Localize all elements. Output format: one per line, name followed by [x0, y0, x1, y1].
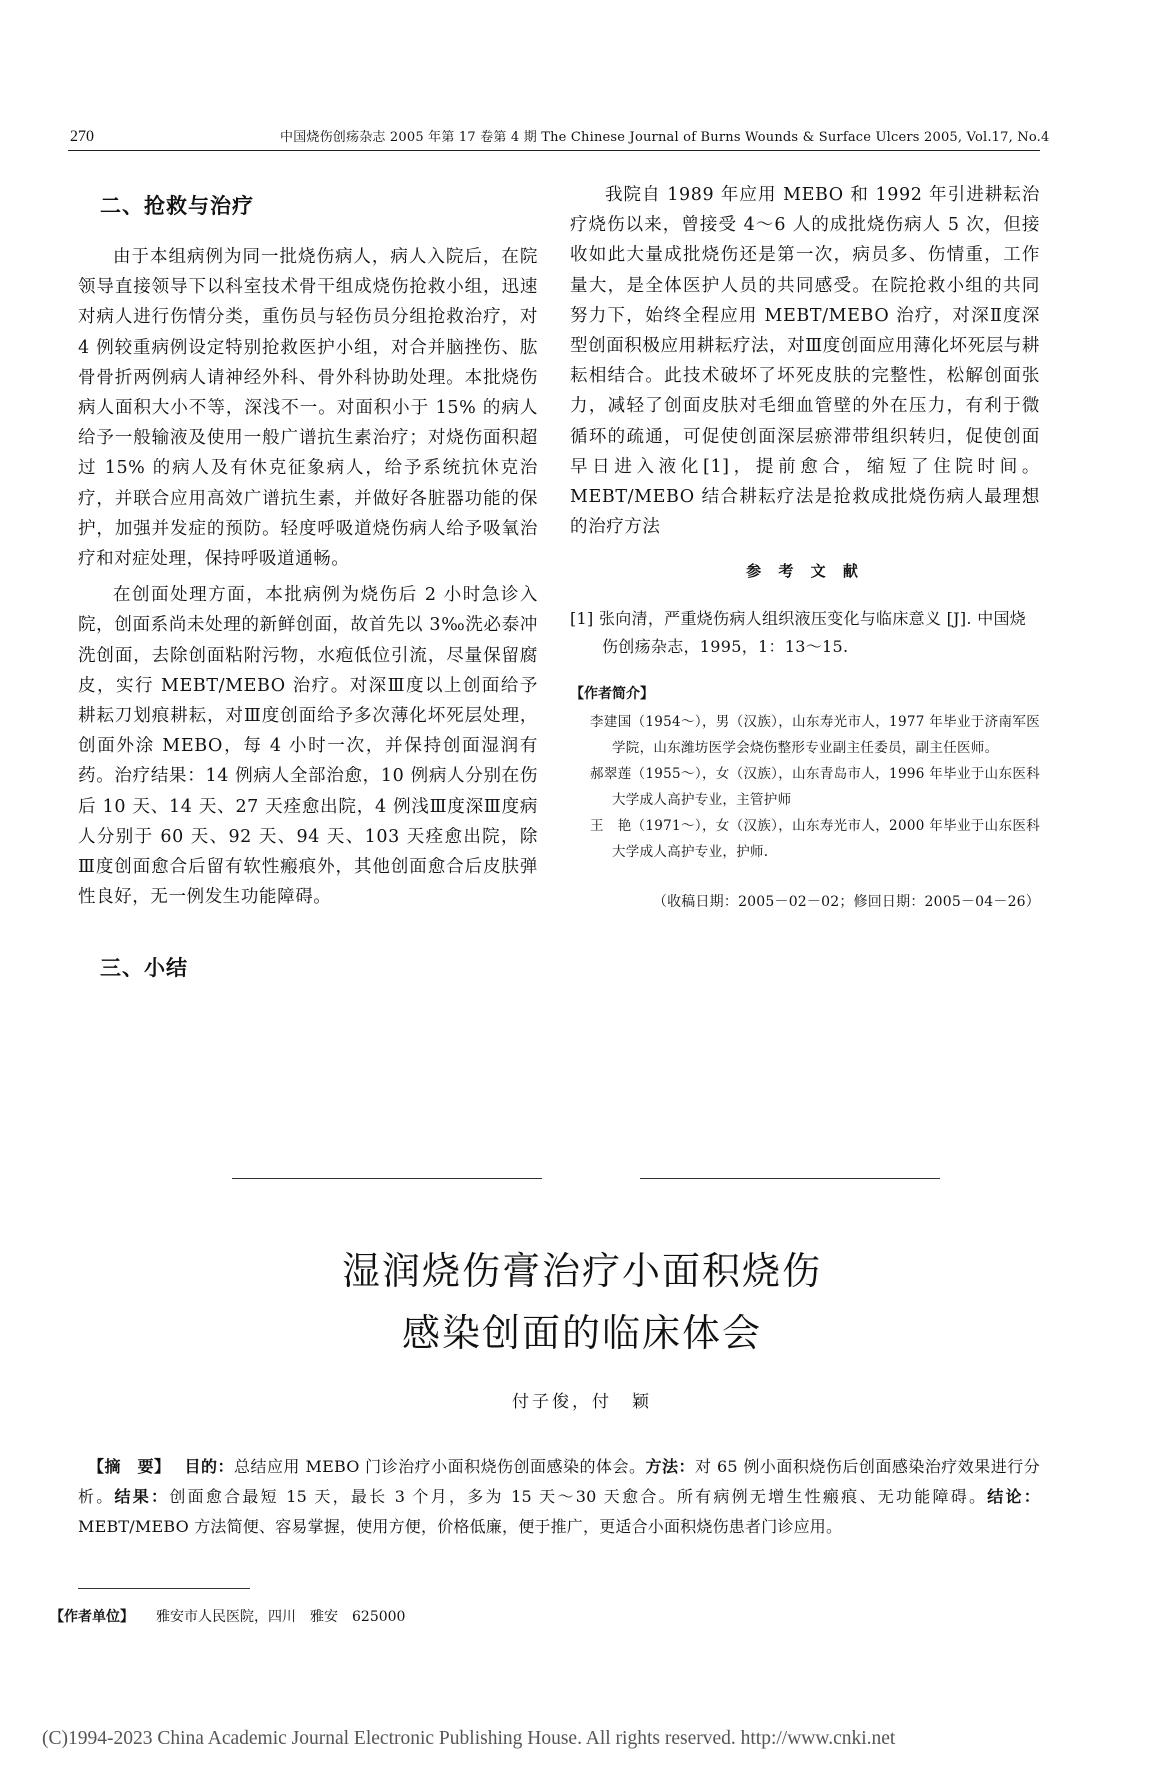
section-2-paragraph-2: 在创面处理方面，本批病例为烧伤后 2 小时急诊入院，创面系尚未处理的新鲜创面，故首先以 3‰洗必泰冲洗创面，去除创面粘附污物，水疱低位引流，尽量保留腐皮，实行 MEBT/MEBO 治疗。对深Ⅲ度以上创面给予耕耘刀划痕耕耘，对Ⅲ度创面给予多次薄化坏死层处理，创面外涂 MEBO，每 4 小时一次，并保持创面湿润有药。治疗结果：14 例病人全部治愈，10 例病人分别在伤后 10 天、14 天、27 天痊愈出院，4 例浅Ⅲ度深Ⅲ度病人分别于 60 天、92 天、94 天、103 天痊愈出院，除Ⅲ度创面愈合后留有软性瘢痕外，其他创面愈合后皮肤弹性良好，无一例发生功能障碍。	[78, 585, 538, 908]
author-bio-item: 李建国（1954～），男（汉族），山东寿光市人，1977 年毕业于济南军医学院，山东潍坊医学会烧伤整形专业副主任委员，副主任医师。	[590, 714, 1040, 757]
article-title	[0, 1240, 1164, 1364]
results-text: 创面愈合最短 15 天，最长 3 个月，多为 15 天～30 天愈合。所有病例无增生性瘢痕、无功能障碍。	[169, 1487, 988, 1506]
article-divider-right	[640, 1178, 940, 1179]
copyright-notice: (C)1994-2023 China Academic Journal Electronic Publishing House. All rights reserved. http://www.cnki.net	[42, 1728, 896, 1749]
received-date: （收稿日期：2005－02－02；修回日期：2005－04－26）	[652, 894, 1040, 911]
header-rule	[68, 150, 1040, 151]
article-title-line-2: 感染创面的临床体会	[401, 1311, 762, 1355]
conclusion-label: 结论：	[987, 1487, 1040, 1506]
article-authors: 付子俊，付 颖	[512, 1392, 652, 1412]
footnote-rule	[78, 1588, 250, 1589]
article-title-line-1: 湿润烧伤膏治疗小面积烧伤	[341, 1249, 822, 1293]
objective-text: 总结应用 MEBO 门诊治疗小面积烧伤创面感染的体会。	[233, 1457, 646, 1476]
section-2-heading: 二、抢救与治疗	[100, 194, 254, 218]
article-divider-left	[232, 1178, 542, 1179]
conclusion-paragraph: 我院自 1989 年应用 MEBO 和 1992 年引进耕耘治疗烧伤以来，曾接受 4～6 人的成批烧伤病人 5 次，但接收如此大量成批烧伤还是第一次，病员多、伤情重，工作量大，是全体医护人员的共同感受。在院抢救小组的共同努力下，始终全程应用 MEBT/MEBO 治疗，对深Ⅱ度深型创面积极应用耕耘疗法，对Ⅲ度创面应用薄化坏死层与耕耘相结合。此技术破坏了坏死皮肤的完整性，松解创面张力，减轻了创面皮肤对毛细血管壁的外在压力，有利于微循环的疏通，可促使创面深层瘀滞带组织转归，促使创面早日进入液化[1]，提前愈合，缩短了住院时间。MEBT/MEBO 结合耕耘疗法是抢救成批烧伤病人最理想的治疗方法	[570, 185, 1040, 538]
running-head: 中国烧伤创疡杂志 2005 年第 17 卷第 4 期 The Chinese Journal of Burns Wounds & Surface Ulcers 2005, Vol.17, No.4	[280, 130, 1050, 145]
references-heading: 参 考 文 献	[746, 562, 864, 581]
methods-label: 方法：	[645, 1457, 695, 1476]
methods-text: 对 65 例小面积烧伤后创面感染治疗效果进行分析。	[78, 1457, 1040, 1506]
right-column	[570, 180, 1040, 911]
affiliation-label: 【作者单位】	[50, 1609, 134, 1625]
reference-item: [1] 张向清，严重烧伤病人组织液压变化与临床意义 [J]. 中国烧伤创疡杂志，1995，1：13～15.	[570, 609, 1027, 657]
author-affiliation	[50, 1606, 405, 1626]
section-3-heading: 三、小结	[100, 956, 188, 981]
page-number: 270	[70, 128, 94, 145]
author-bio-item: 郝翠莲（1955～），女（汉族），山东青岛市人，1996 年毕业于山东医科大学成人高护专业，主管护师	[590, 766, 1040, 809]
conclusion-text: MEBT/MEBO 方法简便、容易掌握，使用方便，价格低廉，便于推广，更适合小面积烧伤患者门诊应用。	[78, 1517, 843, 1536]
affiliation-text: 雅安市人民医院，四川 雅安 625000	[156, 1609, 406, 1625]
section-2-paragraph-1: 由于本组病例为同一批烧伤病人，病人入院后，在院领导直接领导下以科室技术骨干组成烧伤抢救小组，迅速对病人进行伤情分类，重伤员与轻伤员分组抢救治疗，对 4 例较重病例设定特别抢救医护小组，对合并脑挫伤、肱骨骨折两例病人请神经外科、骨外科协助处理。本批烧伤病人面积大小不等，深浅不一。对面积小于 15% 的病人给予一般输液及使用一般广谱抗生素治疗；对烧伤面积超过 15% 的病人及有休克征象病人，给予系统抗休克治疗，并联合应用高效广谱抗生素，并做好各脏器功能的保护，加强并发症的预防。轻度呼吸道烧伤病人给予吸氧治疗和对症处理，保持呼吸道通畅。	[78, 247, 538, 570]
author-bio-item: 王 艳（1971～），女（汉族），山东寿光市人，2000 年毕业于山东医科大学成人高护专业，护师.	[590, 818, 1040, 861]
abstract-label: 【摘 要】	[88, 1457, 171, 1476]
results-label: 结果：	[114, 1487, 170, 1506]
author-bio-heading: 【作者简介】	[570, 686, 654, 703]
objective-label: 目的：	[184, 1457, 234, 1476]
abstract	[78, 1452, 1040, 1542]
left-column	[78, 190, 538, 1004]
